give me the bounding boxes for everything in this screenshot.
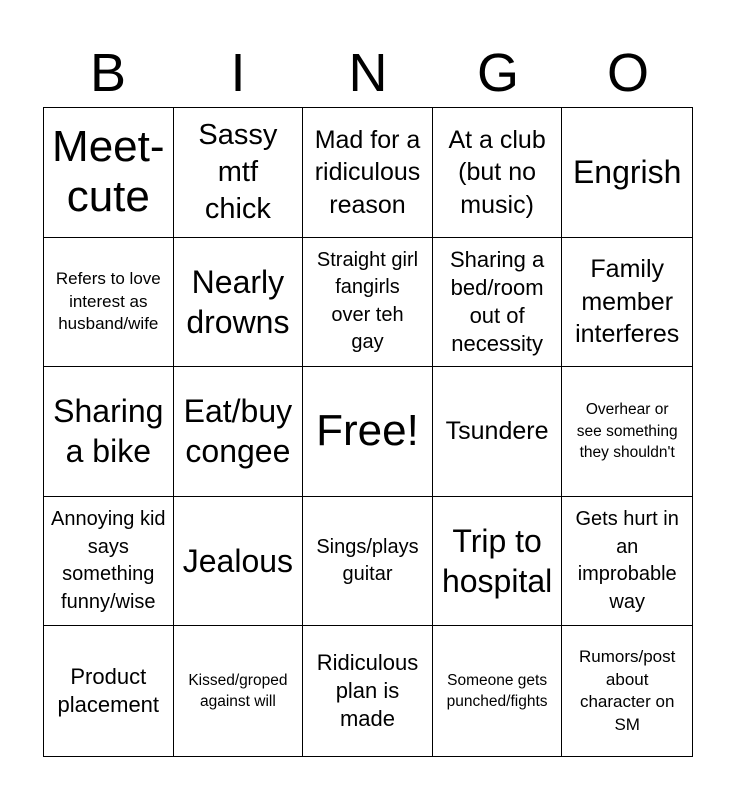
cell-label: Engrish xyxy=(572,154,682,191)
cell-label: Someone gets punched/fights xyxy=(446,671,548,711)
cell-label: Family member interferes xyxy=(575,255,680,349)
bingo-board xyxy=(43,107,693,757)
bingo-cell[interactable] xyxy=(44,626,174,756)
bingo-cell[interactable] xyxy=(562,497,692,627)
header-letter-n: N xyxy=(348,43,388,103)
bingo-cell[interactable] xyxy=(303,238,433,368)
cell-label: Straight girl fangirls over teh gay xyxy=(316,248,419,354)
bingo-cell[interactable] xyxy=(562,367,692,497)
bingo-header xyxy=(43,40,693,106)
bingo-cell[interactable] xyxy=(433,108,563,238)
cell-label: Rumors/post about character on SM xyxy=(579,647,676,734)
bingo-cell[interactable] xyxy=(433,367,563,497)
cell-label: Sings/plays guitar xyxy=(316,535,419,586)
header-letter-b: B xyxy=(89,43,127,103)
cell-label: Gets hurt in an improbable way xyxy=(575,507,679,613)
bingo-cell[interactable] xyxy=(44,238,174,368)
bingo-cell[interactable] xyxy=(303,108,433,238)
free-space[interactable] xyxy=(303,367,433,497)
cell-label: Meet-cute xyxy=(52,121,165,222)
free-space-label: Free! xyxy=(316,406,419,456)
bingo-cell[interactable] xyxy=(174,367,304,497)
cell-label: Trip to hospital xyxy=(441,523,553,600)
bingo-cell[interactable] xyxy=(433,497,563,627)
cell-label: Product placement xyxy=(57,664,160,718)
header-letter-g: G xyxy=(476,43,519,103)
bingo-cell[interactable] xyxy=(562,238,692,368)
bingo-cell[interactable] xyxy=(44,108,174,238)
cell-label: Overhear or see something they shouldn't xyxy=(576,400,678,462)
cell-label: Ridiculous plan is made xyxy=(316,649,419,732)
bingo-cell[interactable] xyxy=(174,238,304,368)
bingo-cell[interactable] xyxy=(303,497,433,627)
bingo-cell[interactable] xyxy=(174,497,304,627)
bingo-cell[interactable] xyxy=(433,238,563,368)
cell-label: Tsundere xyxy=(445,417,549,446)
bingo-cell[interactable] xyxy=(433,626,563,756)
cell-label: Sharing a bike xyxy=(53,393,164,470)
cell-label: Nearly drowns xyxy=(186,263,290,340)
cell-label: Eat/buy congee xyxy=(183,393,293,470)
bingo-cell[interactable] xyxy=(562,626,692,756)
bingo-cell[interactable] xyxy=(562,108,692,238)
cell-label: Sharing a bed/room out of necessity xyxy=(450,246,545,357)
header-letter-i: I xyxy=(230,43,246,103)
cell-label: At a club (but no music) xyxy=(448,125,546,219)
bingo-cell[interactable] xyxy=(303,626,433,756)
cell-label: Annoying kid says something funny/wise xyxy=(51,507,166,613)
bingo-cell[interactable] xyxy=(44,367,174,497)
bingo-cell[interactable] xyxy=(174,626,304,756)
bingo-cell[interactable] xyxy=(174,108,304,238)
bingo-cell[interactable] xyxy=(44,497,174,627)
cell-label: Kissed/groped against will xyxy=(188,671,288,711)
cell-label: Sassy mtf chick xyxy=(198,118,278,225)
header-letter-o: O xyxy=(606,43,649,103)
cell-label: Jealous xyxy=(182,543,294,580)
cell-label: Refers to love interest as husband/wife xyxy=(55,269,161,334)
cell-label: Mad for a ridiculous reason xyxy=(314,125,421,219)
